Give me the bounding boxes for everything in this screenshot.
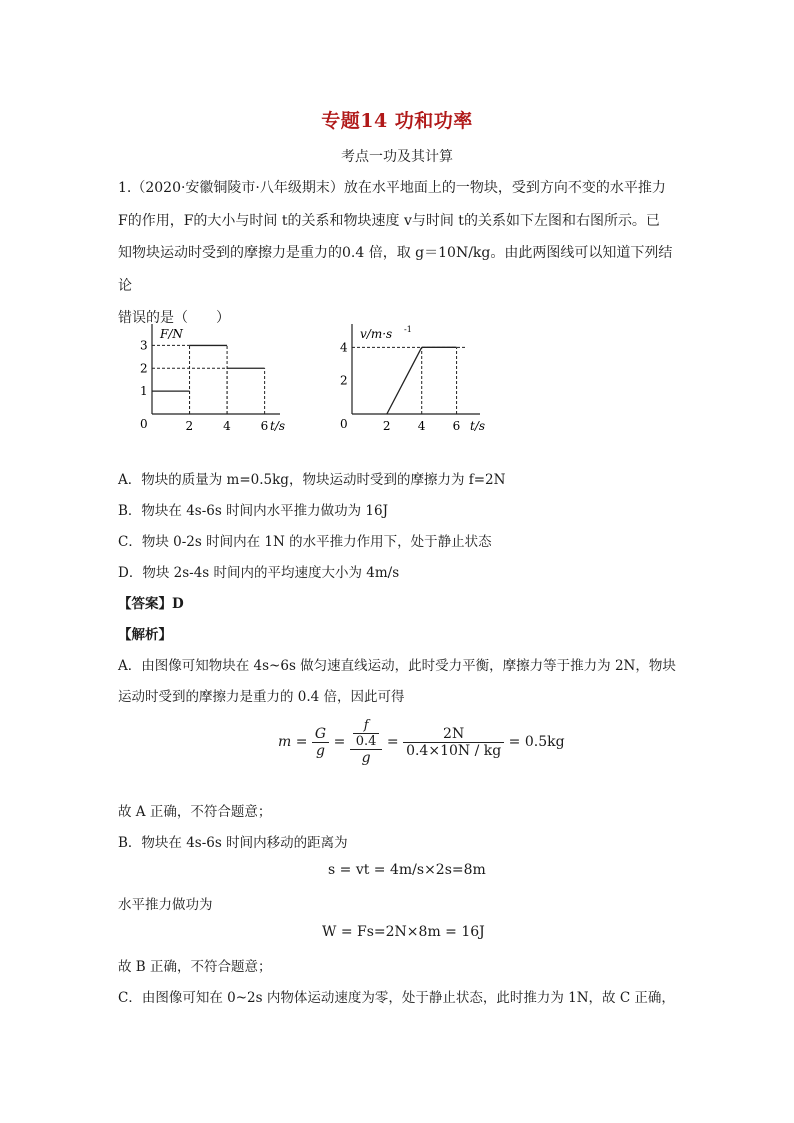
y-tick-label: 2	[340, 373, 348, 388]
eq1-f2-num-den: 0.4	[355, 734, 377, 749]
analysis-label: 【解析】	[118, 627, 172, 643]
y-axis-label: v/m·s	[360, 327, 393, 341]
eq1-f1-num: G	[314, 725, 327, 742]
eq1-f2-num-num: f	[363, 718, 369, 733]
eq1-inner-fraction	[353, 718, 380, 749]
section-subtitle: 考点一功及其计算	[341, 149, 453, 165]
y-axis-label: F/N	[160, 327, 183, 341]
eq1-f2-den: g	[361, 750, 371, 766]
question-text	[118, 172, 678, 335]
question-line-1: 1.（2020·安徽铜陵市·八年级期末）放在水平地面上的一物块，受到方向不变的水平推力	[118, 180, 666, 196]
x-axis-label: t/s	[270, 419, 286, 433]
eq1-eq-b: =	[386, 734, 399, 750]
eq1-fraction-f	[350, 718, 383, 766]
x-tick-label: 6	[260, 419, 269, 433]
velocity-time-chart	[330, 318, 490, 442]
y-tick-label: 3	[140, 338, 148, 353]
answer: 【答案】D	[118, 596, 184, 612]
origin-label: 0	[140, 417, 148, 431]
eq1-f1-den: g	[316, 742, 325, 759]
analysis-a-conclusion: 故 A 正确，不符合题意；	[118, 804, 272, 820]
analysis-b-line-2: 水平推力做功为	[118, 897, 213, 913]
force-chart-group	[140, 324, 285, 433]
eq1-f3-den: 0.4×10N / kg	[406, 742, 502, 759]
velocity-segment	[387, 347, 422, 414]
y-axis-label-superscript: -1	[404, 325, 412, 334]
option-d: D．物块 2s-4s 时间内的平均速度大小为 4m/s	[118, 565, 400, 581]
x-axis-label: t/s	[470, 419, 486, 433]
question-line-4: 错误的是（ ）	[118, 310, 230, 326]
option-b: B．物块在 4s-6s 时间内水平推力做功为 16J	[118, 503, 388, 519]
eq1-lhs: m =	[278, 734, 308, 750]
force-time-chart	[130, 318, 290, 442]
page-title: 专题14 功和功率	[321, 110, 473, 132]
y-tick-label: 4	[340, 340, 348, 355]
x-tick-label: 4	[223, 419, 231, 433]
work-equation: W = Fs=2N×8m = 16J	[322, 924, 485, 940]
analysis-b-conclusion: 故 B 正确，不符合题意；	[118, 959, 272, 975]
eq1-f2-num	[350, 718, 383, 749]
option-a: A．物块的质量为 m=0.5kg，物块运动时受到的摩擦力为 f=2N	[118, 472, 506, 488]
velocity-chart-group	[340, 324, 485, 433]
distance-equation: s = vt = 4m/s×2s=8m	[328, 862, 486, 878]
eq1-f3-num: 2N	[443, 725, 465, 742]
x-tick-label: 2	[382, 419, 391, 433]
eq1-eq-a: =	[333, 734, 346, 750]
x-tick-label: 4	[417, 419, 426, 433]
analysis-a-line-1: A．由图像可知物块在 4s~6s 做匀速直线运动，此时受力平衡，摩擦力等于推力为 2N，物块	[118, 658, 676, 674]
y-tick-label: 1	[140, 384, 148, 399]
analysis-c-line-1: C．由图像可知在 0~2s 内物体运动速度为零，处于静止状态，此时推力为 1N，故 C 正确，	[118, 990, 675, 1006]
eq1-fraction-g	[312, 726, 329, 759]
eq1-fraction-numeric	[403, 726, 504, 759]
analysis-a-line-2: 运动时受到的摩擦力是重力的 0.4 倍，因此可得	[118, 689, 405, 705]
y-tick-label: 2	[140, 361, 148, 376]
eq1-rhs: = 0.5kg	[508, 734, 565, 750]
option-c: C．物块 0-2s 时间内在 1N 的水平推力作用下，处于静止状态	[118, 534, 492, 550]
x-tick-label: 6	[452, 419, 461, 433]
x-tick-label: 2	[185, 419, 194, 433]
question-line-3: 知物块运动时受到的摩擦力是重力的0.4 倍，取 g＝10N/kg。由此两图线可以知道下列结论	[118, 245, 673, 294]
mass-equation	[278, 718, 565, 766]
question-line-2: F的作用，F的大小与时间 t的关系和物块速度 v与时间 t的关系如下左图和右图所示。已	[118, 212, 660, 229]
origin-label: 0	[340, 417, 348, 431]
analysis-b-line-1: B．物块在 4s-6s 时间内移动的距离为	[118, 835, 348, 851]
